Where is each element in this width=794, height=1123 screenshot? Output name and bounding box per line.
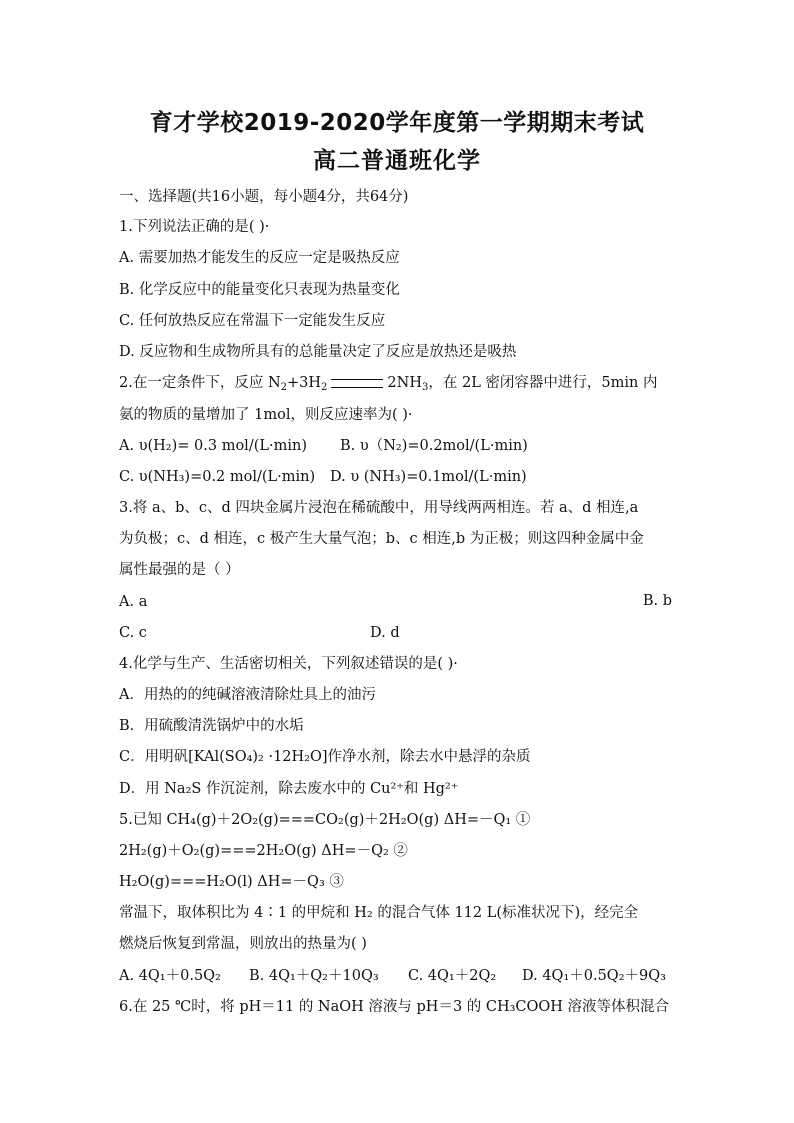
q2-text-a: 2.在一定条件下，反应 N	[119, 375, 281, 391]
question-2-option-c: C. υ(NH₃)=0.2 mol/(L·min)	[119, 469, 316, 485]
question-4-option-c: C．用明矾[KAl(SO₄)₂ ·12H₂O]作净水剂，除去水中悬浮的杂质	[119, 749, 531, 765]
question-5-equation-1: 5.已知 CH₄(g)＋2O₂(g)===CO₂(g)＋2H₂O(g) ΔH=－Q₁ ①	[119, 812, 531, 828]
question-3-line-2: 为负极；c、d 相连，c 极产生大量气泡；b、c 相连,b 为正极；则这四种金属中金	[119, 531, 644, 547]
q2-text-b: +3H	[287, 375, 322, 391]
question-3-option-c: C. c	[119, 625, 147, 641]
question-5-option-d: D. 4Q₁＋0.5Q₂＋9Q₃	[522, 968, 666, 984]
question-1-option-b: B. 化学反应中的能量变化只表现为热量变化	[119, 282, 400, 298]
question-5-equation-2: 2H₂(g)＋O₂(g)===2H₂O(g) ΔH=－Q₂ ②	[119, 843, 408, 859]
q2-text-d: ，在 2L 密闭容器中进行，5min 内	[428, 375, 658, 391]
question-5-option-a: A. 4Q₁＋0.5Q₂	[119, 968, 221, 984]
question-3-option-b: B. b	[642, 593, 672, 609]
question-5-line-2: 燃烧后恢复到常温，则放出的热量为( )	[119, 936, 367, 952]
question-5-equation-3: H₂O(g)===H₂O(l) ΔH=－Q₃ ③	[119, 874, 344, 890]
question-5-option-c: C. 4Q₁＋2Q₂	[408, 968, 497, 984]
question-1-option-c: C. 任何放热反应在常温下一定能发生反应	[119, 313, 386, 329]
question-6-line-1: 6.在 25 ℃时，将 pH＝11 的 NaOH 溶液与 pH＝3 的 CH₃COOH 溶液等体积混合	[119, 999, 670, 1015]
question-5-option-b: B. 4Q₁＋Q₂＋10Q₃	[249, 968, 379, 984]
question-2-option-a: A. υ(H₂)= 0.3 mol/(L·min)	[119, 438, 307, 454]
q2-text-c: 2NH	[387, 375, 422, 391]
question-1-option-a: A. 需要加热才能发生的反应一定是吸热反应	[119, 250, 400, 266]
question-4-option-b: B．用硫酸清洗锅炉中的水垢	[119, 718, 304, 734]
question-3-option-d: D. d	[370, 625, 400, 641]
question-4-stem: 4.化学与生产、生活密切相关，下列叙述错误的是( )·	[119, 656, 458, 672]
page-title: 育才学校2019-2020学年度第一学期期末考试	[149, 110, 645, 136]
question-2-option-d: D. υ (NH₃)=0.1mol/(L·min)	[330, 469, 527, 485]
question-3-line-3: 属性最强的是（ ）	[119, 562, 240, 578]
question-2-option-b: B. υ（N₂)=0.2mol/(L·min)	[340, 438, 528, 454]
question-3-option-a: A. a	[119, 594, 148, 610]
section-heading: 一、选择题(共16小题，每小题4分，共64分)	[119, 189, 409, 205]
question-2-line-1: 2.在一定条件下，反应 $N_2+3H_2$ $2NH_3$，在 2L 密闭容器中进行，5min 内	[119, 375, 658, 393]
page-subtitle: 高二普通班化学	[313, 148, 481, 174]
question-4-option-d: D．用 Na₂S 作沉淀剂，除去废水中的 Cu²⁺和 Hg²⁺	[119, 781, 459, 797]
question-1-option-d: D. 反应物和生成物所具有的总能量决定了反应是放热还是吸热	[119, 344, 517, 360]
question-5-line-1: 常温下，取体积比为 4∶1 的甲烷和 H₂ 的混合气体 112 L(标准状况下)，经完全	[119, 905, 639, 921]
question-4-option-a: A．用热的的纯碱溶液清除灶具上的油污	[119, 687, 376, 703]
question-3-line-1: 3.将 a、b、c、d 四块金属片浸泡在稀硫酸中，用导线两两相连。若 a、d 相连,a	[119, 500, 639, 516]
reversible-equals-sign	[331, 379, 383, 388]
question-1-stem: 1.下列说法正确的是( )·	[119, 219, 270, 235]
question-2-line-2: 氨的物质的量增加了 1mol，则反应速率为( )·	[119, 407, 413, 423]
